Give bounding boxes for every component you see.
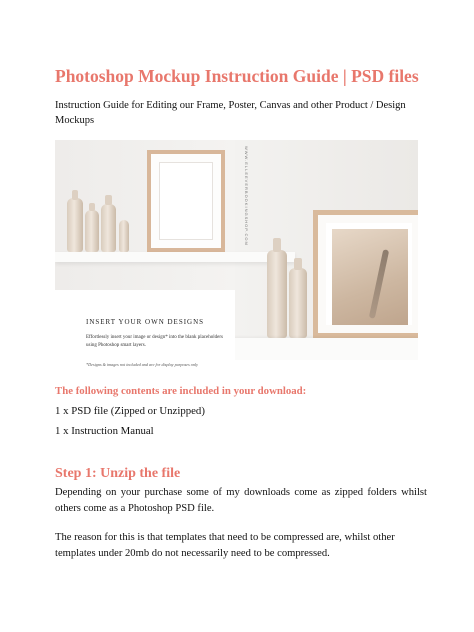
step1-paragraph-1: Depending on your purchase some of my downloads come as zipped folders whilst others come as a Photoshop PSD file. [55, 487, 427, 514]
feather-photo [332, 229, 408, 325]
contents-heading: The following contents are included in your download: [55, 385, 307, 397]
card-note: *Designs & images not included and are for display purposes only [86, 362, 198, 367]
vase-neck [105, 195, 112, 205]
card-body: Effortlessly insert your image or design* into the blank placeholders using Photoshop smart layers. [86, 335, 223, 348]
vase [85, 210, 99, 252]
vase [267, 250, 287, 338]
contents-item-psd: 1 x PSD file (Zipped or Unzipped) [55, 405, 205, 417]
mockup-preview-image [55, 140, 418, 360]
document-subtitle: Instruction Guide for Editing our Frame, Poster, Canvas and other Product / Design Mockups [55, 100, 406, 126]
step1-paragraph-2: The reason for this is that templates that need to be compressed are, whilst other templates under 20mb do not necessarily need to be compressed. [55, 532, 395, 559]
feather-icon [369, 249, 389, 319]
vase [101, 204, 116, 252]
vase-neck [72, 190, 78, 200]
step1-heading: Step 1: Unzip the file [55, 466, 181, 481]
vase [119, 220, 129, 252]
card-heading: INSERT YOUR OWN DESIGNS [86, 318, 205, 326]
shelf-upper [55, 252, 295, 262]
contents-item-manual: 1 x Instruction Manual [55, 425, 154, 437]
large-frame [313, 210, 418, 338]
shelf-lower [230, 338, 418, 360]
vase-neck [294, 258, 302, 270]
small-frame-placeholder [159, 162, 213, 240]
vase-neck [273, 238, 281, 252]
document-title: Photoshop Mockup Instruction Guide | PSD files [55, 66, 419, 86]
vase [289, 268, 307, 338]
small-frame [147, 150, 225, 252]
vase-neck [89, 203, 95, 211]
vase [67, 198, 83, 252]
vertical-website-text: WWW.ELLEEVERBOOKINGSHOP.COM [244, 146, 249, 246]
